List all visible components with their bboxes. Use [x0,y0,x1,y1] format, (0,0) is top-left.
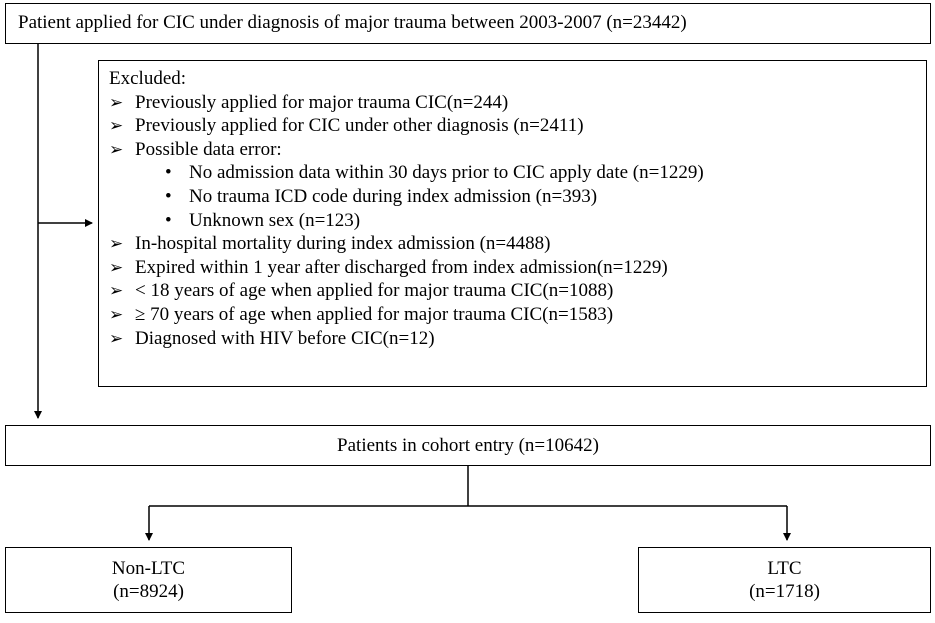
exclusion-subitem [109,161,926,185]
exclusion-item-text: Expired within 1 year after discharged from index admission(n=1229) [135,256,668,278]
exclusion-item [109,303,926,327]
initial-population-text: Patient applied for CIC under diagnosis of major trauma between 2003-2007 (n=23442) [18,12,687,33]
bullet-dot-icon: • [165,162,172,184]
non-ltc-label: Non-LTC [111,558,186,579]
exclusion-item-text: In-hospital mortality during index admission (n=4488) [135,233,551,255]
exclusion-item [109,279,926,303]
bullet-arrow-icon: ➢ [109,139,124,159]
exclusion-heading: Excluded: [109,68,187,89]
non-ltc-box [5,547,292,613]
exclusion-subitem [109,185,926,209]
exclusion-item [109,327,926,351]
bullet-dot-icon: • [165,209,172,231]
exclusion-subitem [109,209,926,233]
exclusion-item [109,138,926,162]
exclusion-item-text: < 18 years of age when applied for major trauma CIC(n=1088) [135,280,614,302]
exclusion-item-text: Unknown sex (n=123) [189,209,361,231]
bullet-arrow-icon: ➢ [109,257,124,277]
cohort-entry-text: Patients in cohort entry (n=10642) [337,435,599,456]
exclusion-item [109,91,926,115]
exclusion-item [109,232,926,256]
initial-population-box [5,3,931,44]
exclusion-item [109,256,926,280]
exclusion-item-text: Previously applied for major trauma CIC(n=244) [135,91,509,113]
exclusion-list [109,91,926,351]
exclusion-item-text: No admission data within 30 days prior to CIC apply date (n=1229) [189,162,704,184]
ltc-box [638,547,931,613]
exclusion-item-text: No trauma ICD code during index admission (n=393) [189,185,598,207]
bullet-arrow-icon: ➢ [109,92,124,112]
exclusion-item [109,114,926,138]
exclusion-item-text: Possible data error: [135,138,282,160]
cohort-entry-box [5,425,931,466]
bullet-arrow-icon: ➢ [109,281,124,301]
ltc-label: LTC [767,558,802,579]
bullet-arrow-icon: ➢ [109,116,124,136]
bullet-dot-icon: • [165,185,172,207]
exclusion-item-text: Previously applied for CIC under other diagnosis (n=2411) [135,115,584,137]
bullet-arrow-icon: ➢ [109,234,124,254]
exclusion-item-text: ≥ 70 years of age when applied for major trauma CIC(n=1583) [135,303,614,325]
exclusion-box [98,60,927,387]
non-ltc-count: (n=8924) [113,581,184,602]
ltc-count: (n=1718) [749,581,820,602]
bullet-arrow-icon: ➢ [109,304,124,324]
bullet-arrow-icon: ➢ [109,328,124,348]
exclusion-item-text: Diagnosed with HIV before CIC(n=12) [135,327,435,349]
